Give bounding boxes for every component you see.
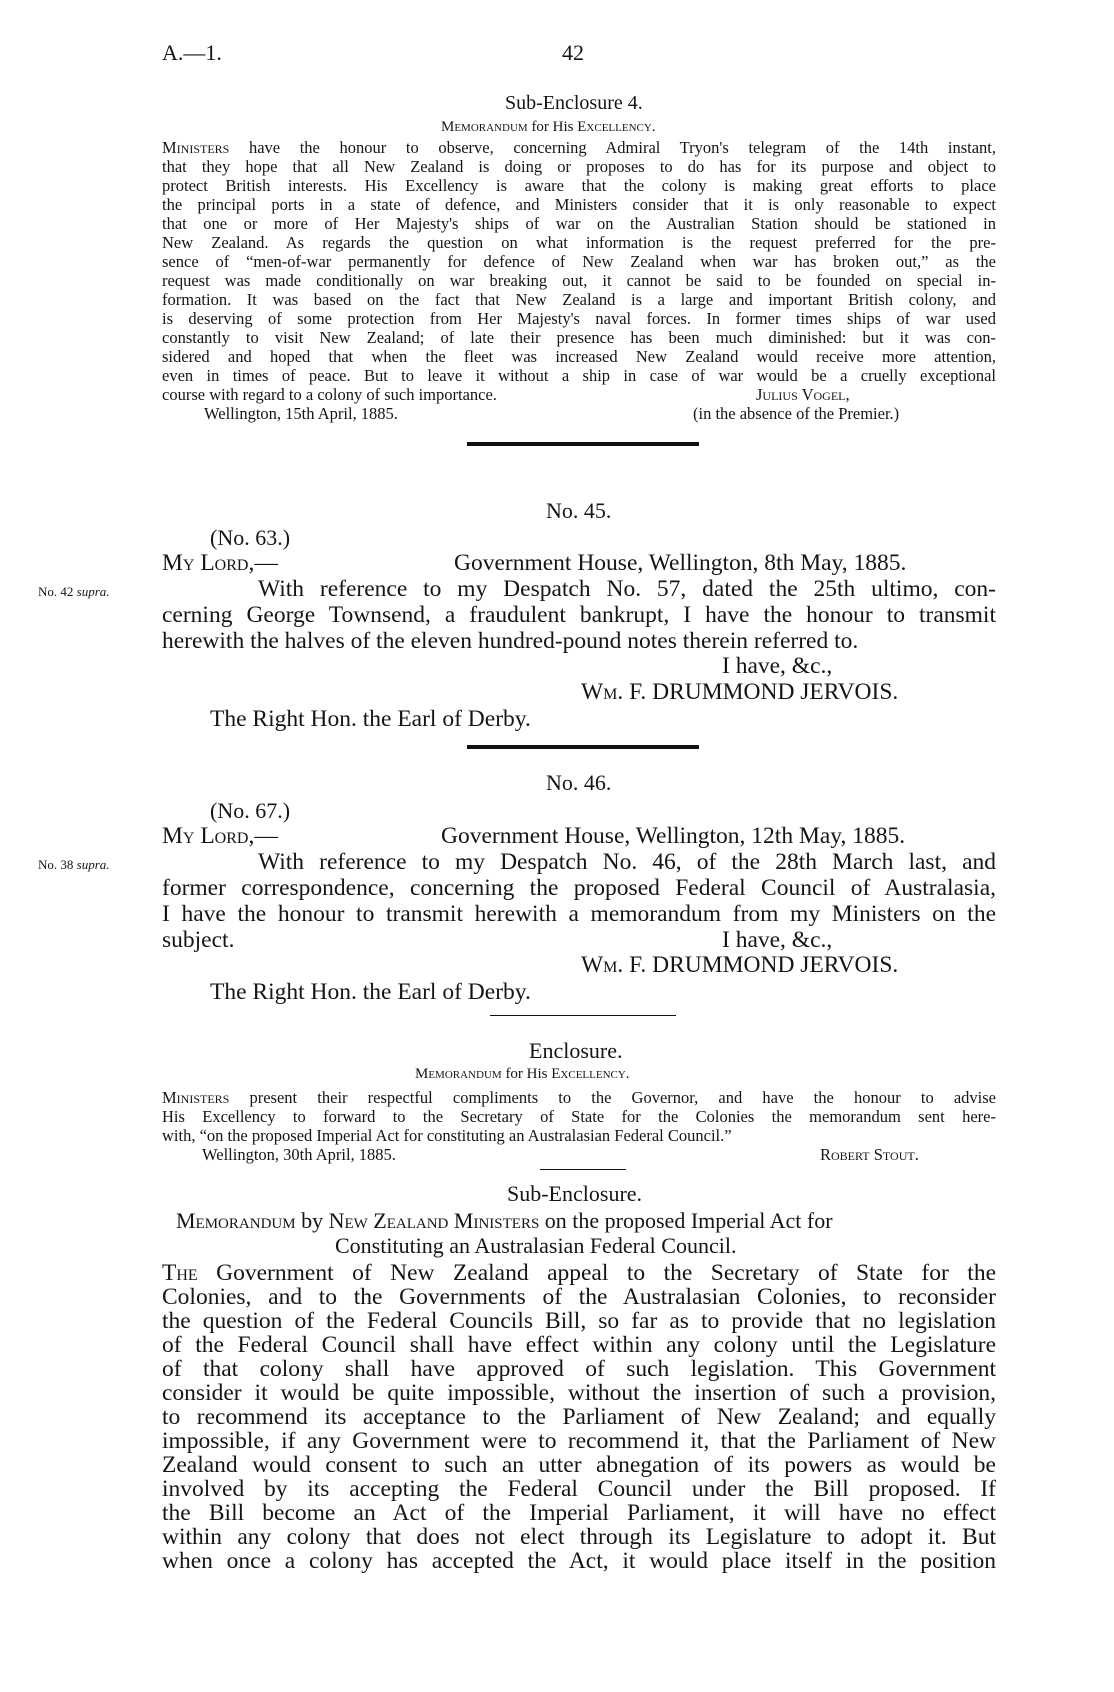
body-line: New Zealand. As regards the question on what information is the request preferred for the pre- xyxy=(162,233,996,252)
section-divider xyxy=(467,745,699,749)
body-line: subject. xyxy=(162,927,235,953)
body-line: when once a colony has accepted the Act, it would place itself in the position xyxy=(162,1548,996,1574)
place-date: Wellington, 30th April, 1885. xyxy=(202,1145,396,1164)
signature-note: (in the absence of the Premier.) xyxy=(693,404,900,423)
body-line: even in times of peace. But to leave it without a ship in case of war would be a cruelly exceptional xyxy=(162,366,996,385)
no45-signature: Wm. F. DRUMMOND JERVOIS. xyxy=(581,679,899,705)
body-line: within any colony that does not elect through its Legislature to adopt it. But xyxy=(162,1524,996,1550)
body-line: consider it would be quite impossible, without the insertion of such a provision, xyxy=(162,1380,996,1406)
body-line: The Government of New Zealand appeal to the Secretary of State for the xyxy=(162,1260,996,1286)
enclosure-memo-head: Memorandum for His Excellency. xyxy=(415,1066,630,1082)
sub-enclosure-4-memo-head: Memorandum for His Excellency. xyxy=(441,119,656,135)
body-line: Ministers have the honour to observe, concerning Admiral Tryon's telegram of the 14th instant, xyxy=(162,138,996,157)
section-divider xyxy=(490,1015,676,1016)
body-line: His Excellency to forward to the Secretary of State for the Colonies the memorandum sent here- xyxy=(162,1107,996,1126)
body-line: that they hope that all New Zealand is doing or proposes to do has for its purpose and object to xyxy=(162,157,996,176)
no46-despatch-number: (No. 67.) xyxy=(210,798,291,823)
body-line: With reference to my Despatch No. 46, of the 28th March last, and xyxy=(258,849,996,875)
body-line: cerning George Townsend, a fraudulent bankrupt, I have the honour to transmit xyxy=(162,602,996,628)
no45-addressee: The Right Hon. the Earl of Derby. xyxy=(210,706,531,732)
no45-address: Government House, Wellington, 8th May, 1885. xyxy=(454,550,907,576)
enclosure-heading: Enclosure. xyxy=(529,1038,623,1063)
body-line: I have the honour to transmit herewith a memorandum from my Ministers on the xyxy=(162,901,996,927)
body-line: sence of “men-of-war permanently for defence of New Zealand when war has broken out,” as the xyxy=(162,252,996,271)
body-line: the Bill become an Act of the Imperial Parliament, it will have no effect xyxy=(162,1500,996,1526)
body-line: request was made conditionally on war breaking out, it cannot be said to be founded on special in- xyxy=(162,271,996,290)
signature: Robert Stout. xyxy=(820,1145,919,1164)
signature: Julius Vogel, xyxy=(756,385,850,404)
no45-salutation: My Lord,— xyxy=(162,550,278,576)
no46-closing: I have, &c., xyxy=(722,927,833,953)
no45-margin-note: No. 42 supra. xyxy=(38,584,110,599)
no45-heading: No. 45. xyxy=(546,498,612,523)
body-line: Colonies, and to the Governments of the Australasian Colonies, to reconsider xyxy=(162,1284,996,1310)
body-line: herewith the halves of the eleven hundred-pound notes therein referred to. xyxy=(162,628,859,654)
body-line: to recommend its acceptance to the Parliament of New Zealand; and equally xyxy=(162,1404,996,1430)
body-line: course with regard to a colony of such importance. xyxy=(162,385,497,404)
series-label: A.—1. xyxy=(162,40,222,65)
body-line: of that colony shall have approved of such legislation. This Government xyxy=(162,1356,996,1382)
no46-addressee: The Right Hon. the Earl of Derby. xyxy=(210,979,531,1005)
page-number: 42 xyxy=(562,40,584,65)
body-line: the principal ports in a state of defence, and Ministers consider that it is only reasonable to expect xyxy=(162,195,996,214)
body-line: With reference to my Despatch No. 57, dated the 25th ultimo, con- xyxy=(258,576,996,602)
sub-enclosure-title: Memorandum by New Zealand Ministers on the proposed Imperial Act for xyxy=(176,1208,833,1233)
body-line: sidered and hoped that when the fleet was increased New Zealand would receive more attention, xyxy=(162,347,996,366)
body-line: with, “on the proposed Imperial Act for constituting an Australasian Federal Council.” xyxy=(162,1126,732,1145)
body-line: the question of the Federal Councils Bill, so far as to provide that no legislation xyxy=(162,1308,996,1334)
section-divider xyxy=(540,1169,626,1170)
body-line: that one or more of Her Majesty's ships of war on the Australian Station should be stationed in xyxy=(162,214,996,233)
place-date: Wellington, 15th April, 1885. xyxy=(204,404,398,423)
no46-margin-note: No. 38 supra. xyxy=(38,857,110,872)
body-line: is deserving of some protection from Her Majesty's naval forces. In former times ships of war used xyxy=(162,309,996,328)
body-line: protect British interests. His Excellency is aware that the colony is making great efforts to place xyxy=(162,176,996,195)
no46-signature: Wm. F. DRUMMOND JERVOIS. xyxy=(581,952,899,978)
no45-despatch-number: (No. 63.) xyxy=(210,525,291,550)
sub-enclosure-4-heading: Sub-Enclosure 4. xyxy=(505,92,643,114)
no46-salutation: My Lord,— xyxy=(162,823,278,849)
sub-enclosure-title-line2: Constituting an Australasian Federal Council. xyxy=(335,1233,737,1258)
no46-address: Government House, Wellington, 12th May, 1885. xyxy=(441,823,906,849)
section-divider xyxy=(467,442,699,446)
body-line: involved by its accepting the Federal Council under the Bill proposed. If xyxy=(162,1476,996,1502)
no45-closing: I have, &c., xyxy=(722,653,833,679)
sub-enclosure-heading: Sub-Enclosure. xyxy=(507,1181,643,1206)
no46-heading: No. 46. xyxy=(546,770,612,795)
body-line: Zealand would consent to such an utter abnegation of its powers as would be xyxy=(162,1452,996,1478)
body-line: Ministers present their respectful compliments to the Governor, and have the honour to advise xyxy=(162,1088,996,1107)
body-line: former correspondence, concerning the proposed Federal Council of Australasia, xyxy=(162,875,996,901)
body-line: constantly to visit New Zealand; of late their presence has been much diminished: but it was con- xyxy=(162,328,996,347)
body-line: of the Federal Council shall have effect within any colony until the Legislature xyxy=(162,1332,996,1358)
body-line: impossible, if any Government were to recommend it, that the Parliament of New xyxy=(162,1428,996,1454)
body-line: formation. It was based on the fact that New Zealand is a large and important British colony, and xyxy=(162,290,996,309)
